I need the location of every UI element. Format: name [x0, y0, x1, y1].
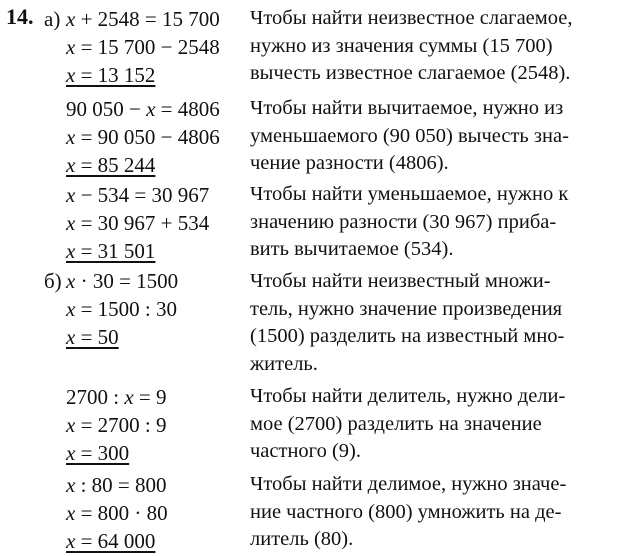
- part-b-label: б): [44, 269, 62, 293]
- answer: x = 13 152: [66, 63, 156, 87]
- answer: x = 50: [66, 325, 119, 349]
- explanation-line: чение разности (4806).: [250, 152, 449, 174]
- part-a-label: а): [44, 7, 61, 31]
- explanation-line: тель, нужно значение произведения: [250, 297, 563, 320]
- explanation-line: Чтобы найти уменьшаемое, нужно к: [250, 183, 569, 205]
- equation: 90 050 − x = 4806: [66, 97, 220, 121]
- explanation: [250, 268, 612, 378]
- problem-number: 14.: [6, 4, 34, 29]
- answer: x = 64 000: [66, 529, 156, 553]
- explanation: [250, 181, 612, 264]
- explanation-line: вить вычитаемое (534).: [250, 238, 454, 260]
- explanation-line: (1500) разделить на известный мно-: [250, 325, 565, 347]
- equation: x − 534 = 30 967: [66, 183, 210, 207]
- equation: 2700 : x = 9: [66, 385, 167, 409]
- explanation: [250, 5, 612, 88]
- explanation-line: значению разности (30 967) приба-: [250, 210, 557, 233]
- explanation-line: Чтобы найти неизвестное слагаемое,: [250, 7, 573, 29]
- explanation-line: Чтобы найти вычитаемое, нужно из: [250, 97, 564, 119]
- equation: x · 30 = 1500: [66, 269, 179, 293]
- equation: x = 30 967 + 534: [66, 211, 210, 235]
- explanation-line: частного (9).: [250, 440, 361, 462]
- equation: x = 800 · 80: [66, 501, 168, 525]
- explanation-line: Чтобы найти делитель, нужно дели-: [250, 385, 566, 407]
- explanation-line: уменьшаемого (90 050) вычесть зна-: [250, 124, 569, 147]
- answer: x = 85 244: [66, 153, 156, 177]
- explanation-line: литель (80).: [250, 528, 354, 550]
- explanation: [250, 95, 612, 178]
- explanation-line: житель.: [250, 352, 318, 375]
- explanation-line: нужно из значения суммы (15 700): [250, 34, 553, 57]
- answer: x = 31 501: [66, 239, 156, 263]
- explanation-line: вычесть известное слагаемое (2548).: [250, 62, 571, 84]
- explanation: [250, 471, 612, 554]
- equation: x = 90 050 − 4806: [66, 125, 220, 149]
- equation: x = 15 700 − 2548: [66, 35, 220, 59]
- equation: x = 2700 : 9: [66, 413, 167, 437]
- equation: x = 1500 : 30: [66, 297, 178, 321]
- explanation: [250, 383, 612, 466]
- explanation-line: мое (2700) разделить на значение: [250, 412, 542, 435]
- explanation-line: Чтобы найти делимое, нужно значе-: [250, 473, 567, 495]
- explanation-line: ние частного (800) умножить на де-: [250, 500, 562, 523]
- equation: x + 2548 = 15 700: [66, 7, 220, 31]
- answer: x = 300: [66, 441, 130, 465]
- equation: x : 80 = 800: [66, 473, 167, 497]
- explanation-line: Чтобы найти неизвестный множи-: [250, 270, 551, 292]
